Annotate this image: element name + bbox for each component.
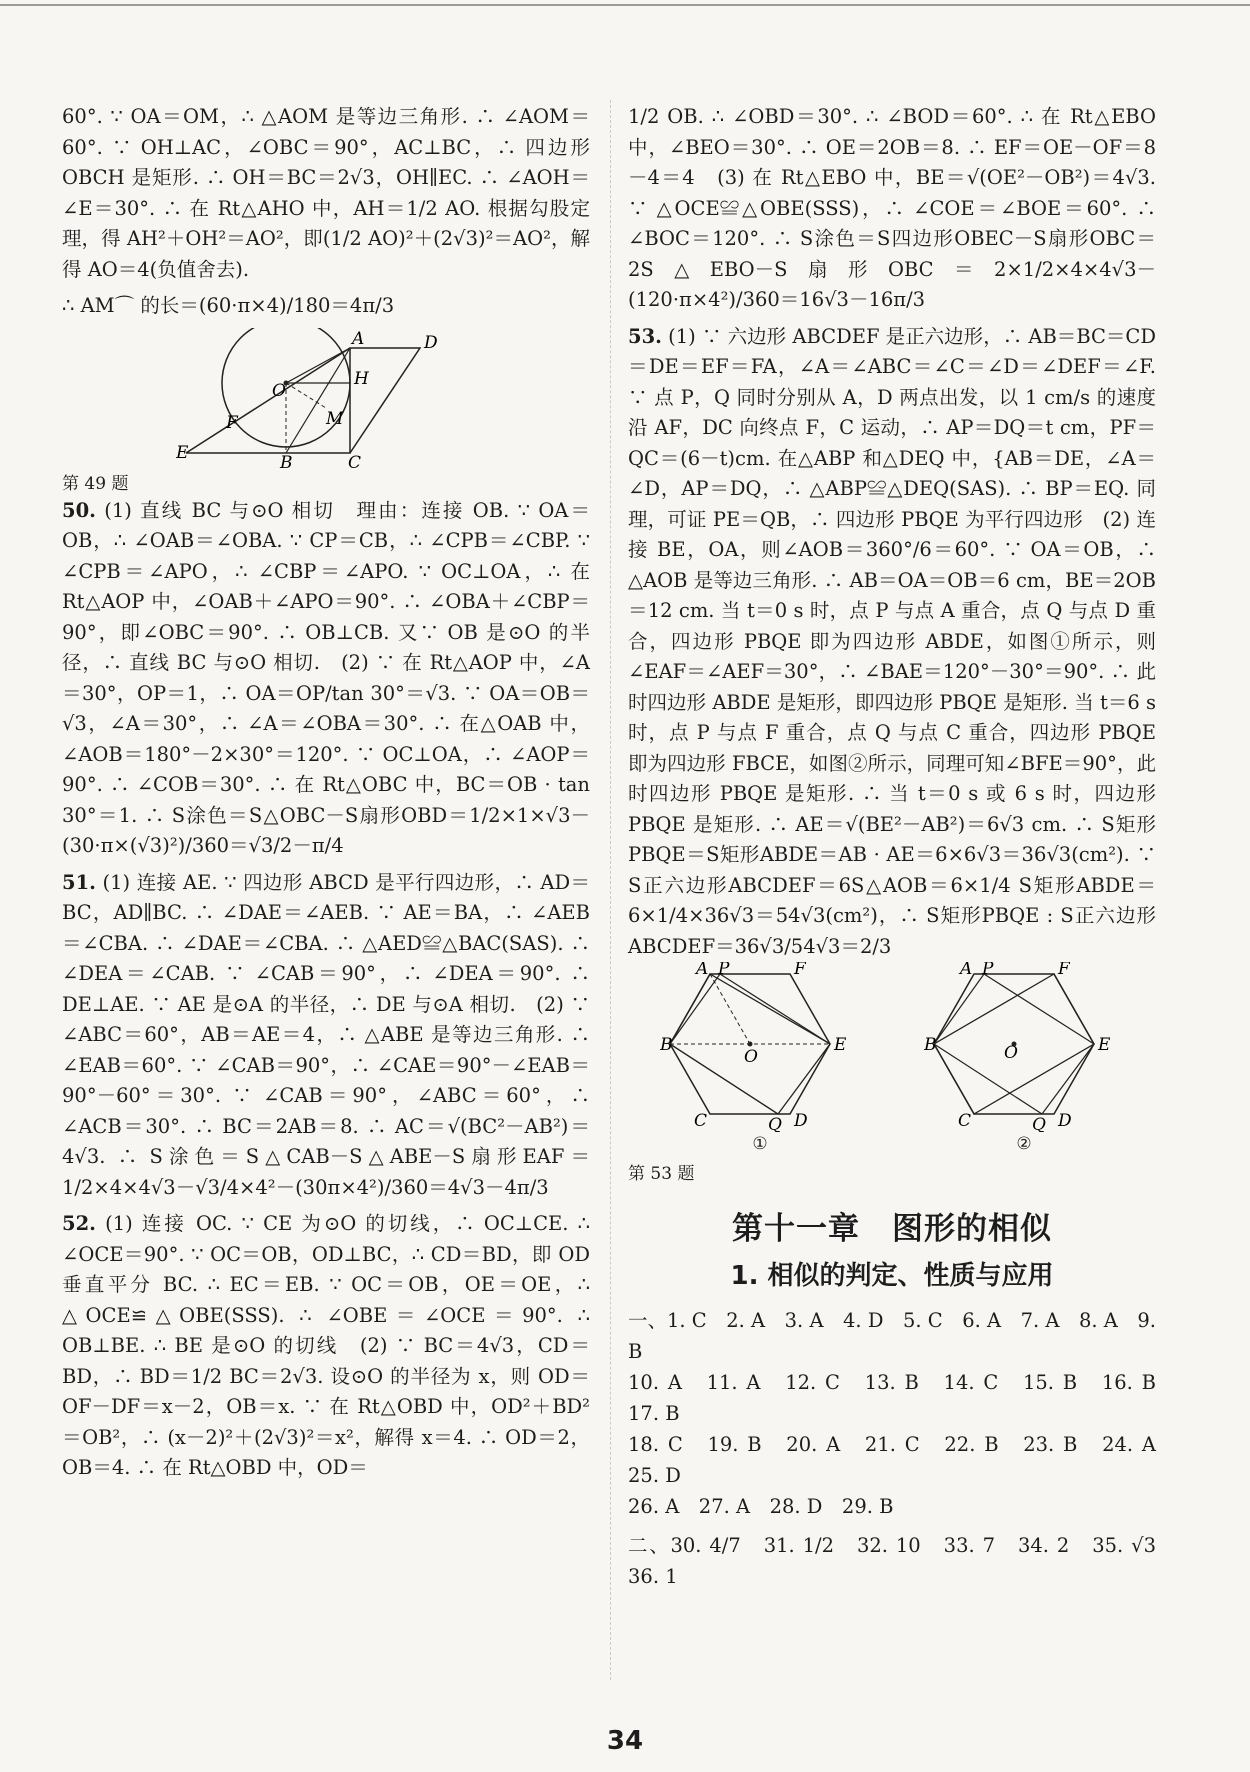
page-number: 34 <box>606 1726 644 1756</box>
answer-49-arc: ∴ AM⌒ 的长＝(60·π×4)/180＝4π/3 <box>62 294 395 317</box>
answer-51 <box>62 868 590 1204</box>
answer-50-number: 50. <box>62 498 96 522</box>
fig49-label-h: H <box>354 368 369 389</box>
figure-49 <box>176 328 476 468</box>
fig49-label-d: D <box>424 332 438 353</box>
fig53-2-label-c: C <box>958 1111 972 1131</box>
column-divider <box>610 100 611 1680</box>
answer-list <box>628 1305 1176 1592</box>
answer-50-text: (1) 直线 BC 与⊙O 相切 理由：连接 OB. ∵ OA＝OB，∴ ∠OAB＝∠OBA. ∵ CP＝CB，∴ ∠CPB＝∠CBP. ∵ ∠CPB＝∠APO，∴ ∠CBP＝∠APO. ∵ OC⊥OA，∴ 在 Rt△AOP 中，∠OAB＋∠APO＝90°. ∴ ∠OBA＋∠CBP＝90°，即∠OBC＝90°. ∴ OB⊥CB. 又∵ OB 是⊙O 的半径，∴ 直线 BC 与⊙O 相切. (2) ∵ 在 Rt△AOP 中，∠A＝30°，OP＝1，∴ OA＝OP/tan 30°＝√3. ∵ OA＝OB＝√3，∠A＝30°，∴ ∠A＝∠OBA＝30°. ∴ 在△OAB 中，∠AOB＝180°－2×30°＝120°. ∵ OC⊥OA，∴ ∠AOP＝90°. ∴ ∠COB＝30°. ∴ 在 Rt△OBC 中，BC＝OB · tan 30°＝1. ∴ S涂色＝S△OBC－S扇形OBD＝1/2×1×√3－(30·π×(√3)²)/360＝√3/2－π/4 <box>62 498 590 857</box>
fig49-label-b: B <box>280 452 293 468</box>
answer-52-continued: 1/2 OB. ∴ ∠OBD＝30°. ∴ ∠BOD＝60°. ∴ 在 Rt△EBO 中，∠BEO＝30°. ∴ OE＝2OB＝8. ∴ EF＝OE－OF＝8－4＝4 (3) 在 Rt△EBO 中，BE＝√(OE²－OB²)＝4√3. ∵ △OCE≌△OBE(SSS)，∴ ∠COE＝∠BOE＝60°. ∴ ∠BOC＝120°. ∴ S涂色＝S四边形OBEC－S扇形OBC＝2S△EBO－S扇形OBC＝2×1/2×4×4√3－(120·π×4²)/360＝16√3－16π/3 <box>628 105 1156 311</box>
answer-52 <box>62 1209 590 1484</box>
fig49-label-e: E <box>176 442 189 463</box>
fig53-1-label-a: A <box>696 962 709 979</box>
hexagon-figure-1 <box>660 962 860 1132</box>
answer-53 <box>628 322 1156 963</box>
answer-50 <box>62 496 590 862</box>
fig53-1-label-b: B <box>660 1035 673 1055</box>
answers-row-3: 18. C 19. B 20. A 21. C 22. B 23. B 24. A 25. D <box>628 1433 1176 1487</box>
answers-row-4: 26. A 27. A 28. D 29. B <box>628 1495 894 1518</box>
answers-row-1: 一、1. C 2. A 3. A 4. D 5. C 6. A 7. A 8. A 9. B <box>628 1309 1156 1363</box>
fig49-lines <box>186 348 420 453</box>
fig49-label-f: F <box>226 412 238 433</box>
fig53-2-label-p: P <box>982 962 994 979</box>
figure-53-1 <box>660 962 860 1162</box>
fig53-2-label-e: E <box>1098 1035 1111 1055</box>
answers-row-5: 二、30. 4/7 31. 1/2 32. 10 33. 7 34. 2 35. √3 36. 1 <box>628 1534 1176 1588</box>
figure-53-row <box>628 962 1156 1162</box>
fig53-2-label-d: D <box>1058 1111 1072 1131</box>
figure-53-2 <box>924 962 1124 1162</box>
fig53-2-label-b: B <box>924 1035 937 1055</box>
answer-52-text: (1) 连接 OC. ∵ CE 为⊙O 的切线，∴ OC⊥CE. ∴ ∠OCE＝90°. ∵ OC＝OB，OD⊥BC，∴ CD＝BD，即 OD 垂直平分 BC. ∴ EC＝EB. ∵ OC＝OB，OE＝OE，∴ △OCE≌△OBE(SSS). ∴ ∠OBE＝∠OCE＝90°. ∴ OB⊥BE. ∴ BE 是⊙O 的切线 (2) ∵ BC＝4√3，CD＝BD，∴ BD＝1/2 BC＝2√3. 设⊙O 的半径为 x，则 OD＝OF－DF＝x－2，OB＝x. ∵ 在 Rt△OBD 中，OD²＋BD²＝OB²，∴ (x－2)²＋(2√3)²＝x²，解得 x＝4. ∴ OD＝2，OB＝4. ∴ 在 Rt△OBD 中，OD＝ <box>62 1212 591 1479</box>
fig53-2-label-a: A <box>960 962 973 979</box>
fig49-label-c: C <box>348 452 362 468</box>
fig53-1-label-f: F <box>794 962 806 979</box>
section-title: 1. 相似的判定、性质与应用 <box>730 1260 1054 1291</box>
top-rule <box>0 4 1250 6</box>
fig53-1-label-q: Q <box>768 1115 782 1132</box>
fig49-circle <box>222 328 350 447</box>
right-column <box>628 102 1176 1592</box>
fig53-1-label-e: E <box>834 1035 847 1055</box>
answers-row-2: 10. A 11. A 12. C 13. B 14. C 15. B 16. B 17. B <box>628 1371 1176 1425</box>
answer-52-number: 52. <box>62 1212 96 1235</box>
fig53-1-label-o: O <box>744 1047 758 1067</box>
fig53-2-label-o: O <box>1004 1043 1018 1063</box>
figure-53-caption: 第 53 题 <box>628 1164 695 1184</box>
figure-53-2-number: ② <box>1016 1134 1032 1154</box>
fig53-1-label-d: D <box>794 1111 808 1131</box>
fig53-1-label-p: P <box>718 962 730 979</box>
answer-51-text: (1) 连接 AE. ∵ 四边形 ABCD 是平行四边形，∴ AD＝BC，AD∥BC. ∴ ∠DAE＝∠AEB. ∵ AE＝BA，∴ ∠AEB＝∠CBA. ∴ ∠DAE＝∠CBA. ∴ △AED≌△BAC(SAS). ∴ ∠DEA＝∠CAB. ∵ ∠CAB＝90°，∴ ∠DEA＝90°. ∴ DE⊥AE. ∵ AE 是⊙A 的半径，∴ DE 与⊙A 相切. (2) ∵ ∠ABC＝60°，AB＝AE＝4，∴ △ABE 是等边三角形. ∴ ∠EAB＝60°. ∵ ∠CAB＝90°，∴ ∠CAE＝90°－∠EAB＝90°－60°＝30°. ∵ ∠CAB＝90°，∠ABC＝60°，∴ ∠ACB＝30°. ∴ BC＝2AB＝8. ∴ AC＝√(BC²－AB²)＝4√3. ∴ S涂色＝S△CAB－S△ABE－S扇形EAF＝1/2×4×4√3－√3/4×4²－(30π×4²)/360＝4√3－4π/3 <box>62 870 590 1199</box>
figure-49-caption: 第 49 题 <box>62 473 129 494</box>
chapter-title: 第十一章 图形的相似 <box>732 1211 1052 1247</box>
fig49-label-m: M <box>326 408 344 429</box>
fig49-label-a: A <box>352 328 365 349</box>
fig53-1-label-c: C <box>694 1111 708 1131</box>
figure-53-1-number: ① <box>752 1134 768 1154</box>
fig53-2-label-q: Q <box>1032 1115 1046 1132</box>
answer-51-number: 51. <box>62 870 96 894</box>
answer-49-continued: 60°. ∵ OA＝OM，∴ △AOM 是等边三角形. ∴ ∠AOM＝60°. ∵ OH⊥AC，∠OBC＝90°，AC⊥BC，∴ 四边形 OBCH 是矩形. ∴ OH＝BC＝2√3，OH∥EC. ∴ ∠AOH＝∠E＝30°. ∴ 在 Rt△AHO 中，AH＝1/2 AO. 根据勾股定理，得 AH²＋OH²＝AO²，即(1/2 AO)²＋(2√3)²＝AO²，解得 AO＝4(负值舍去). <box>62 105 590 281</box>
fig53-2-label-f: F <box>1058 962 1070 979</box>
left-column <box>62 102 590 1484</box>
hexagon-figure-2 <box>924 962 1124 1132</box>
answer-53-number: 53. <box>628 324 662 348</box>
fig49-label-o: O <box>272 380 286 401</box>
answer-53-text: (1) ∵ 六边形 ABCDEF 是正六边形，∴ AB＝BC＝CD＝DE＝EF＝FA，∠A＝∠ABC＝∠C＝∠D＝∠DEF＝∠F. ∵ 点 P，Q 同时分别从 A，D 两点出发，以 1 cm/s 的速度沿 AF，DC 向终点 F，C 运动，∴ AP＝DQ＝t cm，PF＝QC＝(6－t)cm. 在△ABP 和△DEQ 中，{AB＝DE，∠A＝∠D，AP＝DQ，∴ △ABP≌△DEQ(SAS). ∴ BP＝EQ. 同理，可证 PE＝QB，∴ 四边形 PBQE 为平行四边形 (2) 连接 BE，OA，则∠AOB＝360°/6＝60°. ∵ OA＝OB，∴ △AOB 是等边三角形. ∴ AB＝OA＝OB＝6 cm，BE＝2OB＝12 cm. 当 t＝0 s 时，点 P 与点 A 重合，点 Q 与点 D 重合，四边形 PBQE 即为四边形 ABDE，如图①所示，则∠EAF＝∠AEF＝30°，∴ ∠BAE＝120°－30°＝90°. ∴ 此时四边形 ABDE 是矩形，即四边形 PBQE 是矩形. 当 t＝6 s 时，点 P 与点 F 重合，点 Q 与点 C 重合，四边形 PBQE 即为四边形 FBCE，如图②所示，同理可知∠BFE＝90°，此时四边形 PBQE 是矩形. ∴ 当 t＝0 s 或 6 s 时，四边形 PBQE 是矩形. ∴ AE＝√(BE²－AB²)＝6√3 cm. ∴ S矩形PBQE＝S矩形ABDE＝AB · AE＝6×6√3＝36√3(cm²). ∵ S正六边形ABCDEF＝6S△AOB＝6×1/4 S矩形ABDE＝6×1/4×36√3＝54√3(cm²)，∴ S矩形PBQE : S正六边形ABCDEF＝36√3/54√3＝2/3 <box>628 324 1156 958</box>
